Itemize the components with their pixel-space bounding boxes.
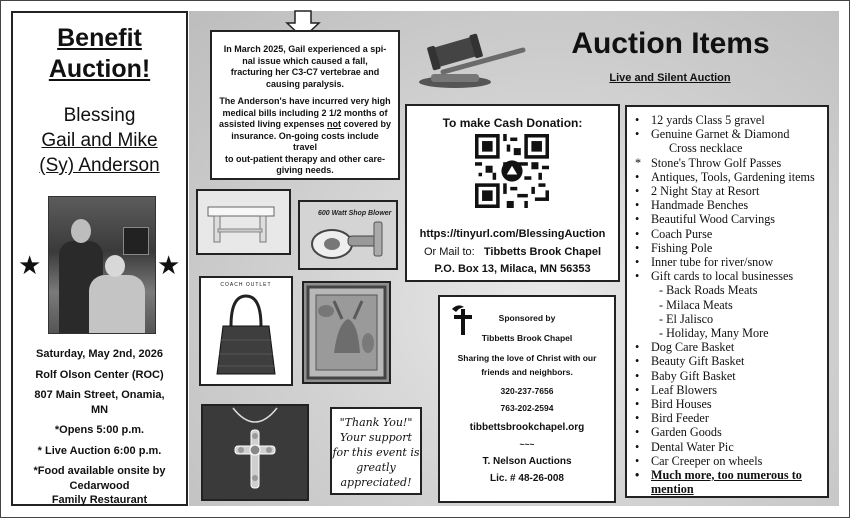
wood-carving-photo: [302, 281, 391, 384]
item-text: - Holiday, Many More: [659, 326, 769, 341]
purse-label: COACH OUTLET: [220, 282, 272, 288]
list-item-continuation: [635, 141, 823, 155]
item-text: Car Creeper on wheels: [651, 453, 763, 468]
star-bullet-icon: *: [635, 155, 642, 170]
food-line-1: *Food available onsite by: [33, 465, 166, 477]
list-item: [635, 255, 823, 269]
blower-label: 600 Watt Shop Blower: [318, 210, 392, 217]
sponsor-motto-1: Sharing the love of Christ with our: [457, 353, 597, 363]
bullet-icon: •: [635, 269, 640, 284]
photo-person-1-head: [71, 219, 91, 243]
bullet-icon: •: [635, 127, 640, 142]
shop-blower-photo: [298, 200, 398, 270]
event-address: [13, 388, 186, 417]
list-item: [635, 156, 823, 170]
photo-sign: [123, 227, 149, 255]
item-text: Baby Gift Basket: [651, 368, 736, 383]
photo-person-2: [89, 275, 145, 333]
mail-line: [407, 246, 618, 258]
star-icon: ★: [18, 250, 42, 280]
bullet-icon: •: [635, 169, 640, 184]
event-opens: *Opens 5:00 p.m.: [54, 424, 145, 436]
list-item: [635, 397, 823, 411]
sponsor-motto-2: friends and neighbors.: [481, 367, 573, 377]
bullet-icon: •: [635, 113, 640, 127]
bullet-icon: •: [635, 226, 640, 241]
couple-photo: [48, 196, 156, 334]
thank-you-box: [330, 407, 422, 495]
item-text: - Back Roads Meats: [659, 283, 758, 298]
bullet-icon: •: [635, 425, 640, 440]
list-subitem: [635, 312, 823, 326]
necklace-image: [203, 406, 307, 499]
blessing-text: [13, 103, 186, 178]
list-item: [635, 212, 823, 226]
bullet-icon: •: [635, 468, 640, 483]
item-text: Gift cards to local businesses: [651, 269, 794, 284]
event-food: [13, 464, 186, 508]
item-text: Antiques, Tools, Gardening items: [651, 169, 815, 184]
blessing-line-1: Blessing: [63, 105, 136, 126]
mail-address: P.O. Box 13, Milaca, MN 56353: [434, 263, 591, 275]
title-line-2: Auction!: [48, 55, 151, 83]
bullet-icon: •: [635, 240, 640, 255]
story-text: causing paralysis.: [265, 78, 345, 89]
list-item: [635, 184, 823, 198]
item-text: Bird Houses: [651, 397, 712, 412]
mail-label: Or Mail to:: [423, 246, 475, 258]
page-subtitle: Live and Silent Auction: [609, 72, 731, 84]
story-text: fracturing her C3-C7 vertebrae and: [230, 67, 380, 77]
story-box: [210, 30, 400, 180]
story-text: covered by: [341, 119, 392, 129]
list-item: [635, 383, 823, 397]
list-item: [635, 468, 823, 496]
bullet-icon: •: [635, 255, 640, 270]
item-text: Beautiful Wood Carvings: [651, 212, 776, 227]
list-item: [635, 454, 823, 468]
list-item: [635, 440, 823, 454]
story-text: The Anderson's have incurred very high: [219, 96, 391, 106]
sponsor-heading: Sponsored by: [498, 313, 556, 323]
donation-link[interactable]: https://tinyurl.com/BlessingAuction: [419, 228, 606, 240]
thanks-line-3: for this event is: [332, 446, 420, 459]
bullet-icon: •: [635, 184, 640, 199]
story-paragraph-2: [218, 96, 392, 177]
photo-person-2-head: [105, 255, 125, 277]
benefit-title: [13, 23, 186, 85]
list-item: [635, 411, 823, 425]
item-text: Fishing Pole: [651, 240, 713, 255]
story-paragraph-1: [218, 44, 392, 90]
bullet-icon: •: [635, 340, 640, 355]
list-item: [635, 425, 823, 439]
list-item: [635, 269, 823, 283]
cross-necklace-photo: [201, 404, 309, 501]
sponsor-church: Tibbetts Brook Chapel: [481, 333, 573, 343]
thanks-line-1: "Thank You!": [339, 416, 413, 429]
bullet-icon: •: [635, 212, 640, 227]
event-details: [13, 347, 186, 514]
sponsor-license: Lic. # 48-26-008: [490, 473, 564, 484]
item-text: Genuine Garnet & Diamond: [651, 127, 790, 142]
sponsor-separator: ~~~: [519, 439, 535, 449]
event-date: Saturday, May 2nd, 2026: [36, 348, 163, 360]
bullet-icon: •: [635, 411, 640, 426]
carving-image: [304, 283, 389, 382]
item-text: Stone's Throw Golf Passes: [651, 155, 782, 170]
story-emphasis: not: [327, 119, 342, 129]
bench-photo: [196, 189, 291, 255]
event-live: * Live Auction 6:00 p.m.: [37, 444, 162, 457]
item-text: 12 yards Class 5 gravel: [651, 113, 765, 127]
sponsor-auctioneer: T. Nelson Auctions: [482, 456, 572, 467]
list-item: [635, 369, 823, 383]
item-text: Much more, too numerous to mention: [651, 468, 802, 497]
gavel-icon: [415, 28, 530, 90]
thanks-line-2: Your support: [340, 431, 412, 444]
bullet-icon: •: [635, 354, 640, 369]
story-text: insurance. On-going costs include travel: [231, 130, 379, 152]
auction-items-list: [635, 113, 823, 496]
story-text: nal issue which caused a fall,: [242, 55, 368, 66]
list-item: [635, 113, 823, 127]
donation-heading: To make Cash Donation:: [442, 116, 583, 130]
sponsor-website[interactable]: tibbettsbrookchapel.org: [469, 422, 585, 433]
address-line-2: MN: [90, 403, 109, 416]
address-line-1: 807 Main Street, Onamia,: [34, 389, 165, 401]
item-text: Handmade Benches: [651, 198, 749, 213]
item-text: - El Jalisco: [659, 311, 714, 326]
star-icon: ★: [157, 250, 181, 280]
title-line-1: Benefit: [57, 24, 142, 52]
sponsor-box: [438, 295, 616, 503]
item-text: Cross necklace: [669, 141, 743, 156]
item-text: Beauty Gift Basket: [651, 354, 745, 369]
bench-image: [198, 191, 289, 253]
story-text: In March 2025, Gail experienced a spi-: [223, 44, 387, 54]
list-subitem: [635, 283, 823, 297]
mail-name: Tibbetts Brook Chapel: [483, 246, 602, 258]
bullet-icon: •: [635, 397, 640, 412]
list-item: [635, 170, 823, 184]
list-subitem: [635, 298, 823, 312]
bullet-icon: •: [635, 382, 640, 397]
blessing-line-3: (Sy) Anderson: [39, 155, 160, 176]
bullet-icon: •: [635, 453, 640, 468]
bullet-icon: •: [635, 439, 640, 454]
bullet-icon: •: [635, 198, 640, 213]
item-text: Dental Water Pic: [651, 439, 734, 454]
item-text: Inner tube for river/snow: [651, 255, 774, 270]
item-text: Leaf Blowers: [651, 382, 717, 397]
list-item: [635, 241, 823, 255]
blessing-line-2: Gail and Mike: [41, 130, 158, 151]
page-title: Auction Items: [571, 27, 770, 60]
thanks-line-5: appreciated!: [340, 476, 412, 489]
donation-box: [405, 104, 620, 282]
story-text: medical bills including 2 1/2 months of: [222, 107, 388, 118]
item-text: - Milaca Meats: [659, 297, 733, 312]
coach-purse-photo: [199, 276, 293, 386]
food-line-2: Cedarwood: [69, 479, 130, 492]
item-text: Coach Purse: [651, 226, 713, 241]
thanks-line-4: greatly: [356, 461, 396, 474]
bullet-icon: •: [635, 368, 640, 383]
item-text: 2 Night Stay at Resort: [651, 184, 760, 199]
food-line-3: Family Restaurant: [51, 494, 148, 506]
list-item: [635, 198, 823, 212]
sponsor-phone-2: 763-202-2594: [500, 403, 554, 413]
item-text: Bird Feeder: [651, 411, 709, 426]
auction-items-box: [625, 105, 829, 498]
story-text: to out-patient therapy and other care-: [224, 153, 385, 164]
qr-code-icon[interactable]: [475, 134, 549, 208]
purse-image: [201, 278, 291, 384]
event-venue: Rolf Olson Center (ROC): [35, 368, 164, 381]
story-text: assisted living expenses: [218, 119, 328, 129]
sponsor-phone-1: 320-237-7656: [500, 386, 554, 396]
item-text: Garden Goods: [651, 425, 722, 440]
list-item: [635, 227, 823, 241]
list-subitem: [635, 326, 823, 340]
story-text: giving needs.: [276, 165, 334, 175]
list-item: [635, 340, 823, 354]
list-item: [635, 354, 823, 368]
list-item: [635, 127, 823, 141]
item-text: Dog Care Basket: [651, 340, 735, 355]
